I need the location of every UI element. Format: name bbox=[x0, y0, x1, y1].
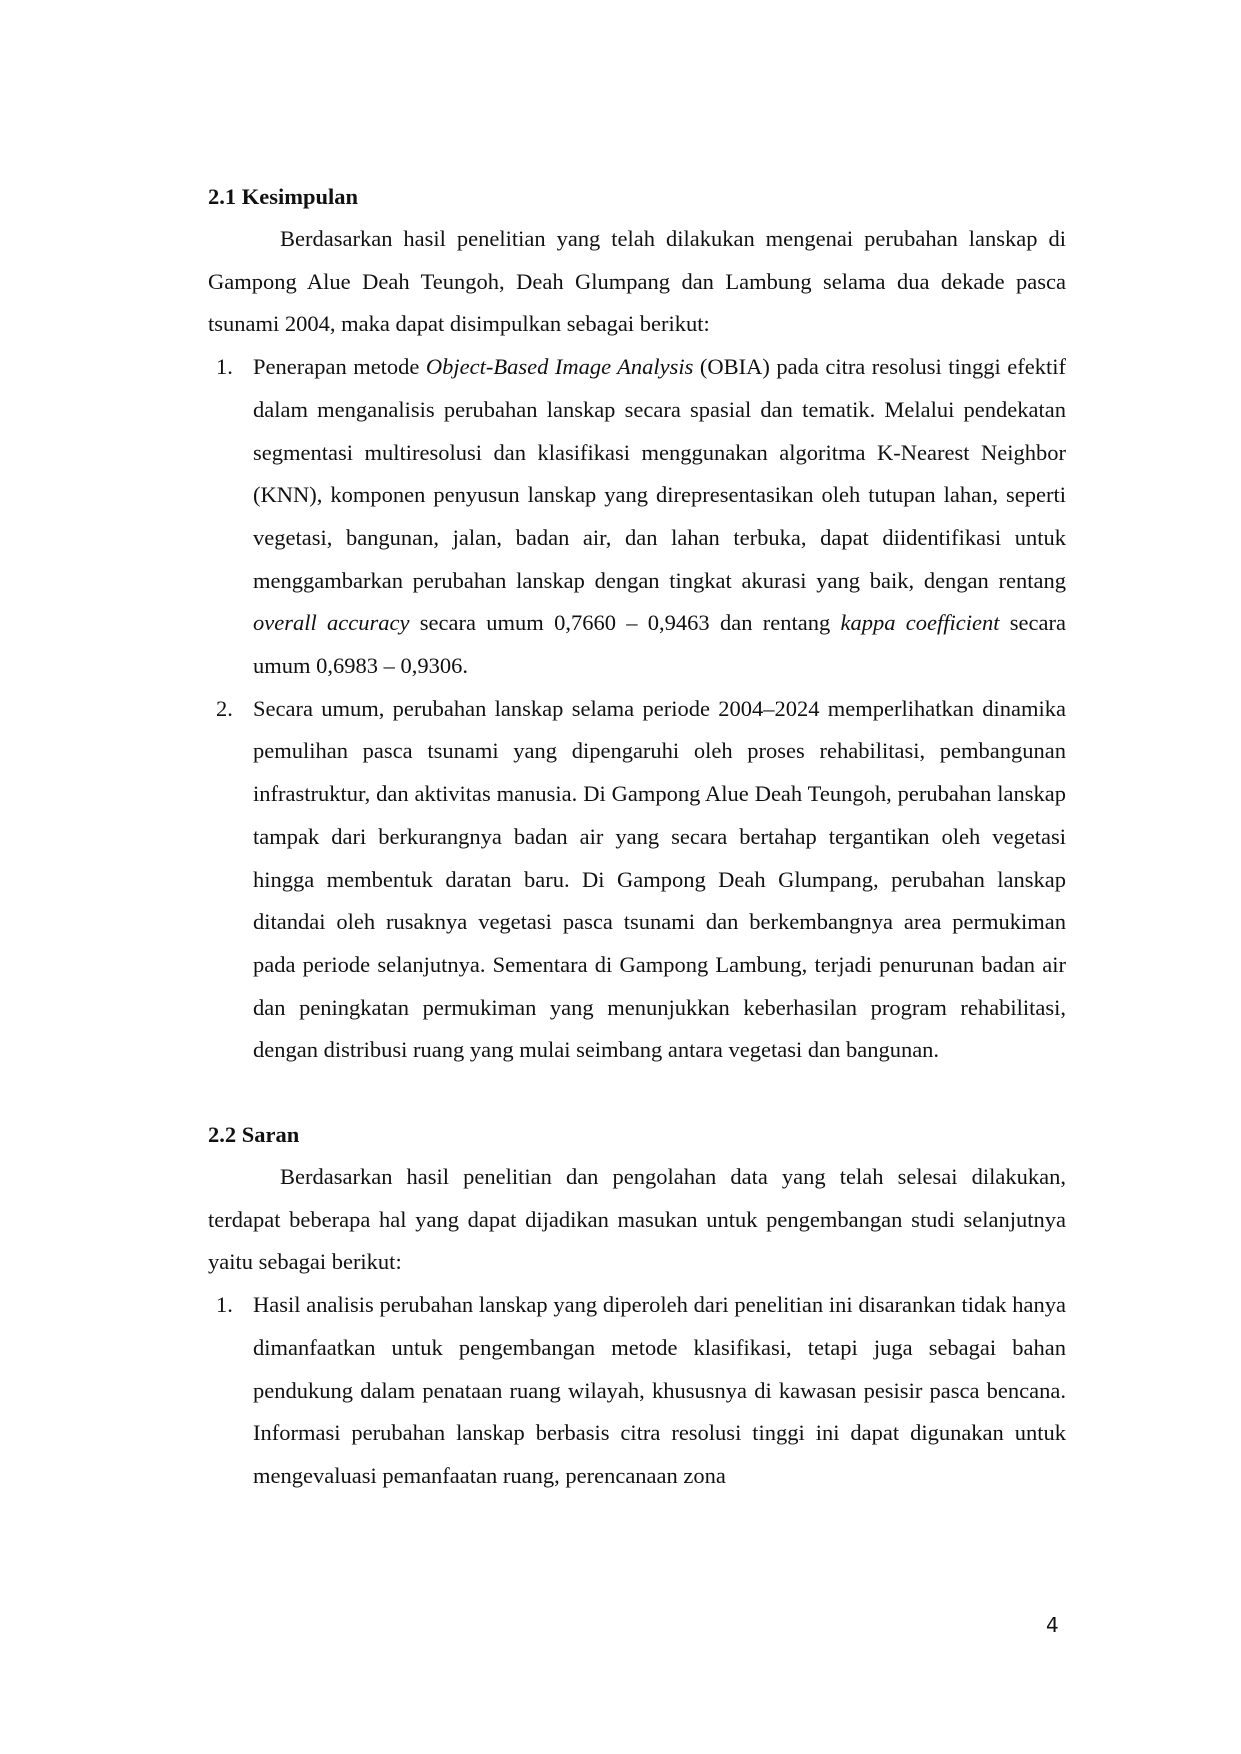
section-spacer bbox=[208, 1072, 1066, 1114]
text-run: secara umum 0,6983 – 0,9306. bbox=[253, 610, 1066, 679]
page-content bbox=[208, 176, 1066, 1498]
list-item bbox=[208, 346, 1066, 688]
italic-term: Object-Based Image Analysis bbox=[425, 354, 694, 380]
list-text: Hasil analisis perubahan lanskap yang diperoleh dari penelitian ini disarankan tidak hanya dimanfaatkan untuk pengembangan metode klasifikasi, tetapi juga sebagai bahan pendukung dalam penataan ruang wilayah, khususnya di kawasan pesisir pasca bencana. Informasi perubahan lanskap berbasis citra resolusi tinggi ini dapat digunakan untuk mengevaluasi pemanfaatan ruang, perencanaan zona bbox=[253, 1292, 1066, 1488]
section-intro-saran: Berdasarkan hasil penelitian dan pengolahan data yang telah selesai dilakukan, terdapat beberapa hal yang dapat dijadikan masukan untuk pengembangan studi selanjutnya yaitu sebagai berikut: bbox=[208, 1164, 1066, 1275]
section-intro-kesimpulan: Berdasarkan hasil penelitian yang telah dilakukan mengenai perubahan lanskap di Gampong Alue Deah Teungoh, Deah Glumpang dan Lambung selama dua dekade pasca tsunami 2004, maka dapat disimpulkan sebagai berikut: bbox=[208, 226, 1066, 337]
italic-term: kappa coefficient bbox=[840, 610, 1000, 636]
list-item bbox=[208, 688, 1066, 1072]
suggestion-list bbox=[208, 1284, 1066, 1498]
page-number: 4 bbox=[1046, 1613, 1059, 1637]
list-number: 2. bbox=[216, 695, 233, 721]
italic-term: overall accuracy bbox=[253, 610, 410, 636]
text-run: secara umum 0,7660 – 0,9463 dan rentang bbox=[409, 610, 841, 636]
list-text: Secara umum, perubahan lanskap selama periode 2004–2024 memperlihatkan dinamika pemulihan pasca tsunami yang dipengaruhi oleh proses rehabilitasi, pembangunan infrastruktur, dan aktivitas manusia. Di Gampong Alue Deah Teungoh, perubahan lanskap tampak dari berkurangnya badan air yang secara bertahap tergantikan oleh vegetasi hingga membentuk daratan baru. Di Gampong Deah Glumpang, perubahan lanskap ditandai oleh rusaknya vegetasi pasca tsunami dan berkembangnya area permukiman pada periode selanjutnya. Sementara di Gampong Lambung, terjadi penurunan badan air dan peningkatan permukiman yang menunjukkan keberhasilan program rehabilitasi, dengan distribusi ruang yang mulai seimbang antara vegetasi dan bangunan. bbox=[253, 695, 1066, 1063]
list-text bbox=[253, 354, 1066, 678]
text-run: (OBIA) pada citra resolusi tinggi efektif dalam menganalisis perubahan lanskap secara spasial dan tematik. Melalui pendekatan segmentasi multiresolusi dan klasifikasi menggunakan algoritma K-Nearest Neighbor (KNN), komponen penyusun lanskap yang direpresentasikan oleh tutupan lahan, seperti vegetasi, bangunan, jalan, badan air, dan lahan terbuka, dapat diidentifikasi untuk menggambarkan perubahan lanskap dengan tingkat akurasi yang baik, dengan rentang bbox=[253, 354, 1066, 593]
section-heading-saran: 2.2 Saran bbox=[208, 1122, 300, 1148]
text-run: Penerapan metode bbox=[253, 354, 426, 380]
list-number: 1. bbox=[216, 354, 233, 380]
list-item bbox=[208, 1284, 1066, 1498]
list-number: 1. bbox=[216, 1292, 233, 1318]
section-heading-kesimpulan: 2.1 Kesimpulan bbox=[208, 184, 359, 209]
conclusion-list bbox=[208, 346, 1066, 1072]
